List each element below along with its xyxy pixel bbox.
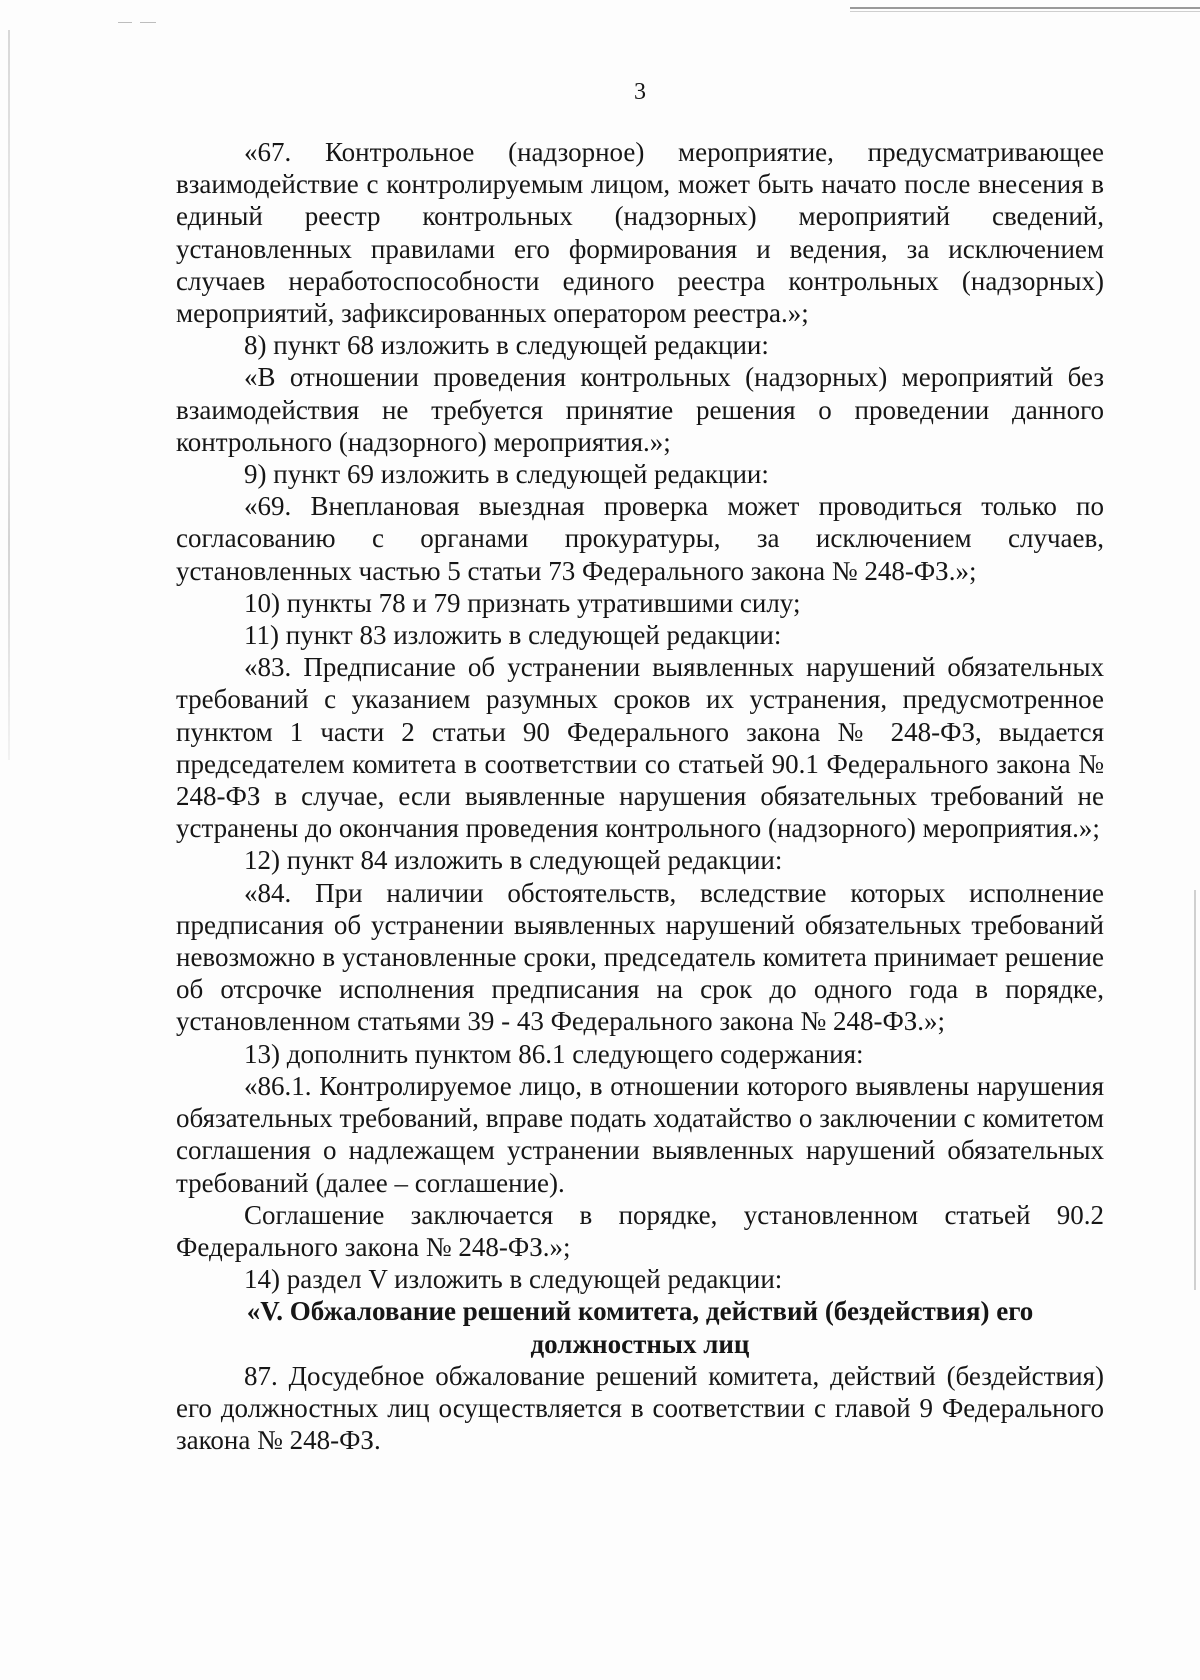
paragraph-item-84: «84. При наличии обстоятельств, вследствие которых исполнение предписания об устранении выявленных нарушений обязательных требований невозможно в установленные сроки, председатель комитета принимает решение об отсрочке исполнения предписания на срок до одного года в порядке, установленном статьями 39 - 43 Федерального закона № 248-ФЗ.»; xyxy=(176,877,1104,1037)
paragraph-item-86-1: «86.1. Контролируемое лицо, в отношении которого выявлены нарушения обязательных требований, вправе подать ходатайство о заключении с комитетом соглашения о надлежащем устранении выявленных нарушений обязательных требований (далее – соглашение). xyxy=(176,1070,1104,1198)
section-heading: «V. Обжалование решений комитета, действий (бездействия) его должностных лиц xyxy=(246,1296,1034,1359)
paragraph-item-87: 87. Досудебное обжалование решений комитета, действий (бездействия) его должностных лиц осуществляется в соответствии с главой 9 Федерального закона № 248-ФЗ. xyxy=(176,1360,1104,1456)
scan-artifact-left-edge xyxy=(8,30,10,760)
paragraph-item-83: «83. Предписание об устранении выявленных нарушений обязательных требований с указанием разумных сроков их устранения, предусмотренное пунктом 1 части 2 статьи 90 Федерального закона № 248-ФЗ, выдается председателем комитета в соответствии со статьей 90.1 Федерального закона № 248-ФЗ в случае, если выявленные нарушения обязательных требований не устранены до окончания проведения контрольного (надзорного) мероприятия.»; xyxy=(176,652,1104,844)
paragraph-amendment-11: 11) пункт 83 изложить в следующей редакции: xyxy=(244,620,782,651)
paragraph-amendment-13: 13) дополнить пунктом 86.1 следующего содержания: xyxy=(244,1038,864,1069)
paragraph-item-68: «В отношении проведения контрольных (надзорных) мероприятий без взаимодействия не требуется принятие решения о проведении данного контрольного (надзорного) мероприятия.»; xyxy=(176,362,1104,457)
paragraph-amendment-14: 14) раздел V изложить в следующей редакции: xyxy=(244,1264,783,1295)
paragraph-item-69: «69. Внеплановая выездная проверка может проводиться только по согласованию с органами прокуратуры, за исключением случаев, установленных частью 5 статьи 73 Федерального закона № 248-ФЗ.»; xyxy=(176,491,1104,586)
scan-artifact-dash xyxy=(140,22,156,23)
page-number: 3 xyxy=(634,79,646,105)
scan-artifact-top-line-faint xyxy=(850,11,1200,12)
document-body xyxy=(176,136,1104,1456)
scan-artifact-dash xyxy=(118,22,132,23)
paragraph-agreement: Соглашение заключается в порядке, установленном статьей 90.2 Федерального закона № 248-ФЗ.»; xyxy=(176,1199,1104,1262)
paragraph-amendment-9: 9) пункт 69 изложить в следующей редакции: xyxy=(244,459,769,490)
paragraph-amendment-10: 10) пункты 78 и 79 признать утратившими силу; xyxy=(244,587,801,618)
paragraph-item-67: «67. Контрольное (надзорное) мероприятие, предусматривающее взаимодействие с контролируемым лицом, может быть начато после внесения в единый реестр контрольных (надзорных) мероприятий сведений, установленных правилами его формирования и ведения, за исключением случаев неработоспособности единого реестра контрольных (надзорных) мероприятий, зафиксированных оператором реестра.»; xyxy=(176,137,1104,329)
paragraph-amendment-12: 12) пункт 84 изложить в следующей редакции: xyxy=(244,845,783,876)
paragraph-amendment-8: 8) пункт 68 изложить в следующей редакции: xyxy=(244,330,769,361)
scan-artifact-right-edge xyxy=(1194,890,1196,1290)
scan-artifact-top-line xyxy=(850,7,1200,9)
